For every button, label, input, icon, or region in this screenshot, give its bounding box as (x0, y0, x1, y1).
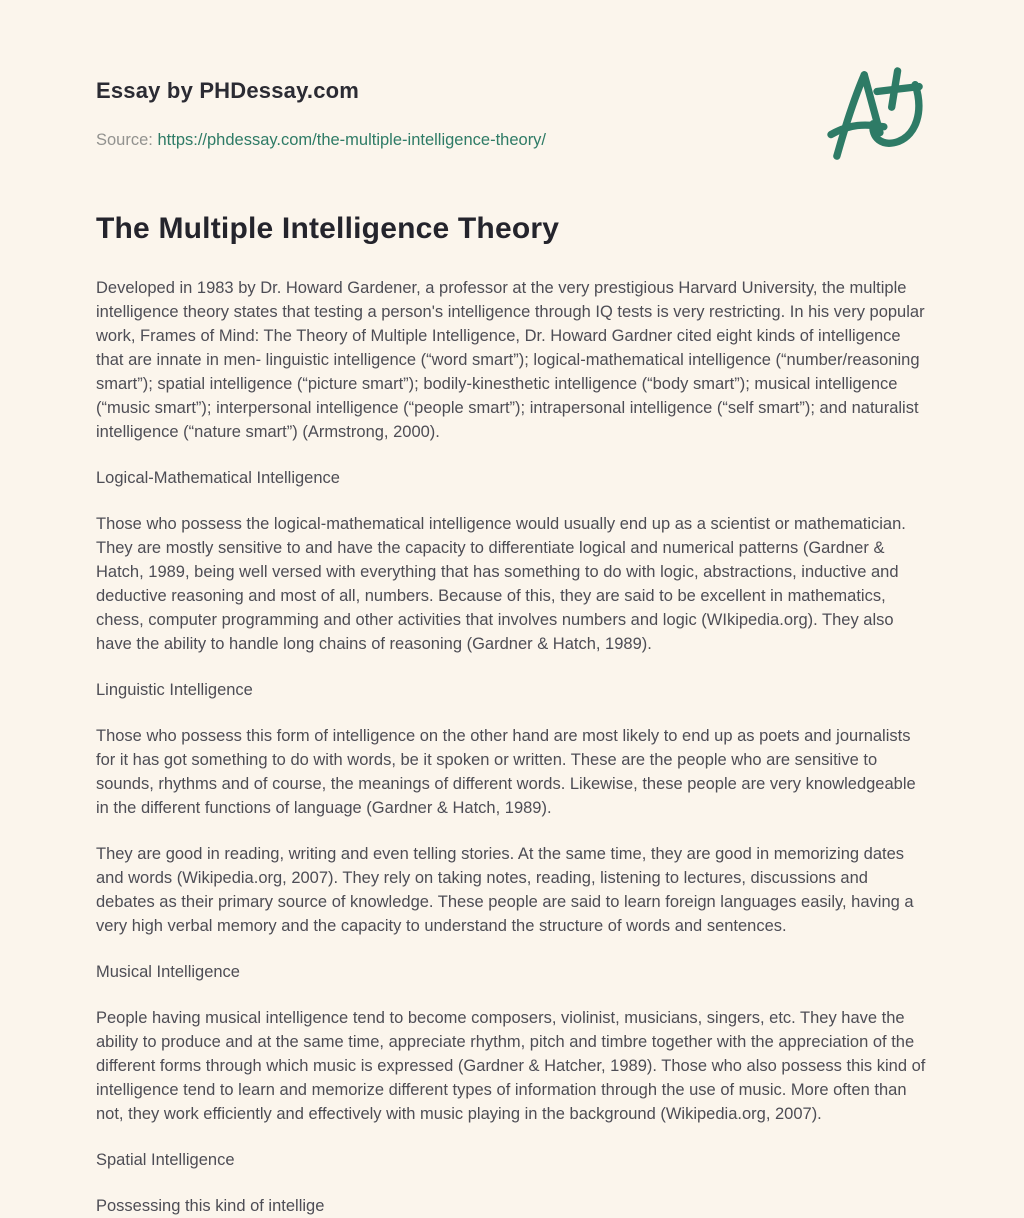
page-title: The Multiple Intelligence Theory (96, 212, 560, 245)
paragraph: Those who possess the logical-mathematical intelligence would usually end up as a scientist or mathematician. They are mostly sensitive to and have the capacity to differentiate logical and numerical patterns (Gardner & Hatch, 1989, being well versed with everything that has something to do with logic, abstractions, inductive and deductive reasoning and most of all, numbers. Because of this, they are said to be excellent in mathematics, chess, computer programming and other activities that involves numbers and logic (WIkipedia.org). They also have the ability to handle long chains of reasoning (Gardner & Hatch, 1989). (96, 515, 906, 653)
byline: Essay by PHDessay.com (96, 78, 360, 103)
section-heading-musical: Musical Intelligence (96, 963, 240, 981)
section-heading-logical-mathematical: Logical-Mathematical Intelligence (96, 469, 340, 487)
section-heading-linguistic: Linguistic Intelligence (96, 681, 253, 699)
article-body (96, 276, 928, 1218)
a-plus-logo-icon (828, 68, 926, 162)
paragraph-truncated: Possessing this kind of intellige (96, 1197, 325, 1215)
source-url-link[interactable]: https://phdessay.com/the-multiple-intelligence-theory/ (157, 131, 547, 149)
section-heading-spatial: Spatial Intelligence (96, 1151, 235, 1169)
source-line (96, 131, 928, 150)
paragraph: Developed in 1983 by Dr. Howard Gardener, a professor at the very prestigious Harvard University, the multiple intelligence theory states that testing a person's intelligence through IQ tests is very restricting. In his very popular work, Frames of Mind: The Theory of Multiple Intelligence, Dr. Howard Gardner cited eight kinds of intelligence that are innate in men- linguistic intelligence (“word smart”); logical-mathematical intelligence (“number/reasoning smart”); spatial intelligence (“picture smart”); bodily-kinesthetic intelligence (“body smart”); musical intelligence (“music smart”); interpersonal intelligence (“people smart”); intrapersonal intelligence (“self smart”); and naturalist intelligence (“nature smart”) (Armstrong, 2000). (96, 279, 925, 441)
paragraph: Those who possess this form of intelligence on the other hand are most likely to end up as poets and journalists for it has got something to do with words, be it spoken or written. These are the people who are sensitive to sounds, rhythms and of course, the meanings of different words. Likewise, these people are very knowledgeable in the different functions of language (Gardner & Hatch, 1989). (96, 727, 916, 817)
source-label: Source: (96, 131, 153, 149)
paragraph: People having musical intelligence tend to become composers, violinist, musicians, singers, etc. They have the ability to produce and at the same time, appreciate rhythm, pitch and timbre together with the appreciation of the different forms through which music is expressed (Gardner & Hatcher, 1989). Those who also possess this kind of intelligence tend to learn and memorize different types of information through the use of music. More often than not, they work efficiently and effectively with music playing in the background (Wikipedia.org, 2007). (96, 1009, 926, 1123)
paragraph: They are good in reading, writing and even telling stories. At the same time, they are good in memorizing dates and words (Wikipedia.org, 2007). They rely on taking notes, reading, listening to lectures, discussions and debates as their primary source of knowledge. These people are said to learn foreign languages easily, having a very high verbal memory and the capacity to understand the structure of words and sentences. (96, 845, 914, 935)
